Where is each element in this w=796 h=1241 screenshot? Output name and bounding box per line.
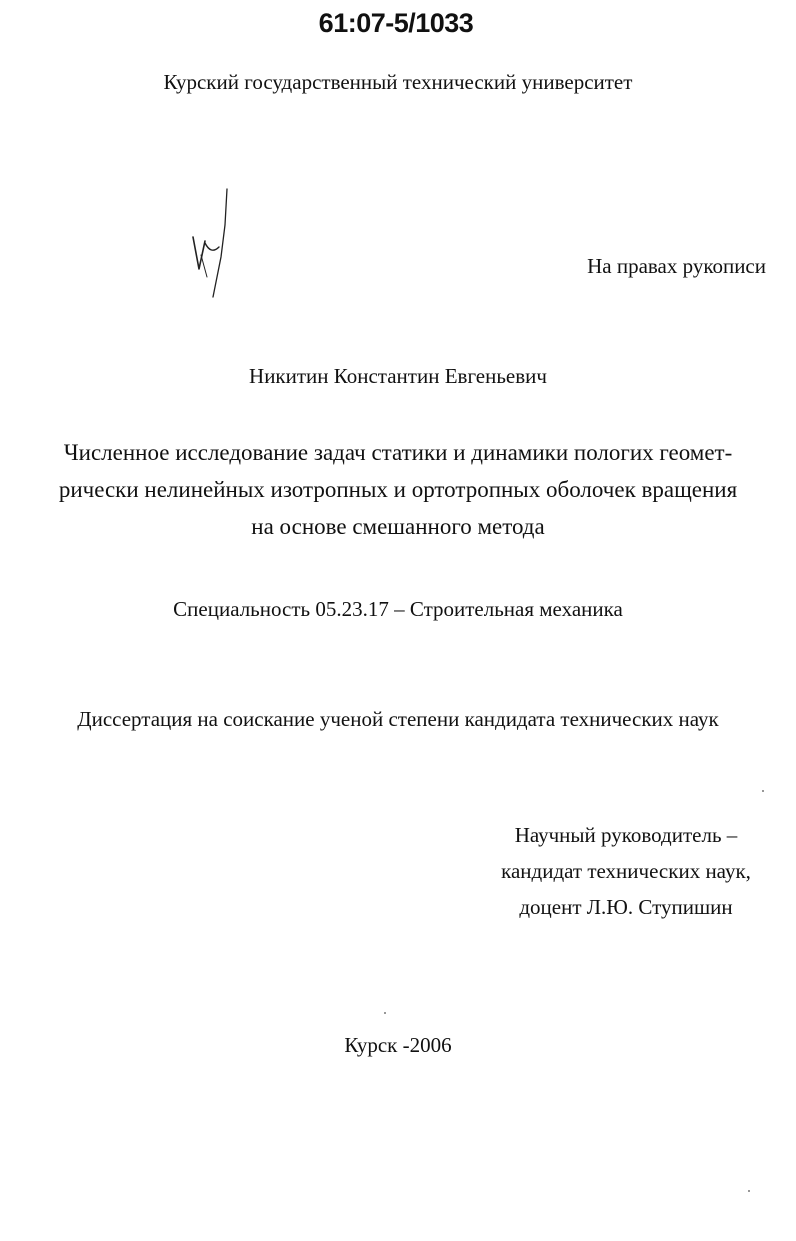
university-name: Курский государственный технический университет <box>163 70 633 94</box>
rights-notice: На правах рукописи <box>587 254 766 278</box>
supervisor-name: доцент Л.Ю. Ступишин <box>519 895 733 919</box>
title-line: Численное исследование задач статики и динамики пологих геомет- <box>63 440 733 465</box>
handwritten-signature-icon <box>185 185 235 305</box>
author-name: Никитин Константин Евгеньевич <box>249 364 547 388</box>
scan-speck <box>748 1190 750 1192</box>
call-number <box>0 8 796 39</box>
city-year: Курск -2006 <box>344 1033 452 1057</box>
specialty: Специальность 05.23.17 – Строительная механика <box>173 597 623 621</box>
degree-statement: Диссертация на соискание ученой степени кандидата технических наук <box>77 707 719 731</box>
supervisor-block <box>476 817 776 925</box>
dissertation-title <box>0 434 796 545</box>
supervisor-degree: кандидат технических наук, <box>501 859 751 883</box>
scan-speck <box>384 1012 386 1014</box>
title-line: рически нелинейных изотропных и ортотропных оболочек вращения <box>58 477 738 502</box>
scan-speck <box>762 790 764 792</box>
title-line: на основе смешанного метода <box>251 514 545 539</box>
supervisor-role: Научный руководитель – <box>514 823 738 847</box>
call-number-text: 61:07-5/1033 <box>318 8 474 38</box>
